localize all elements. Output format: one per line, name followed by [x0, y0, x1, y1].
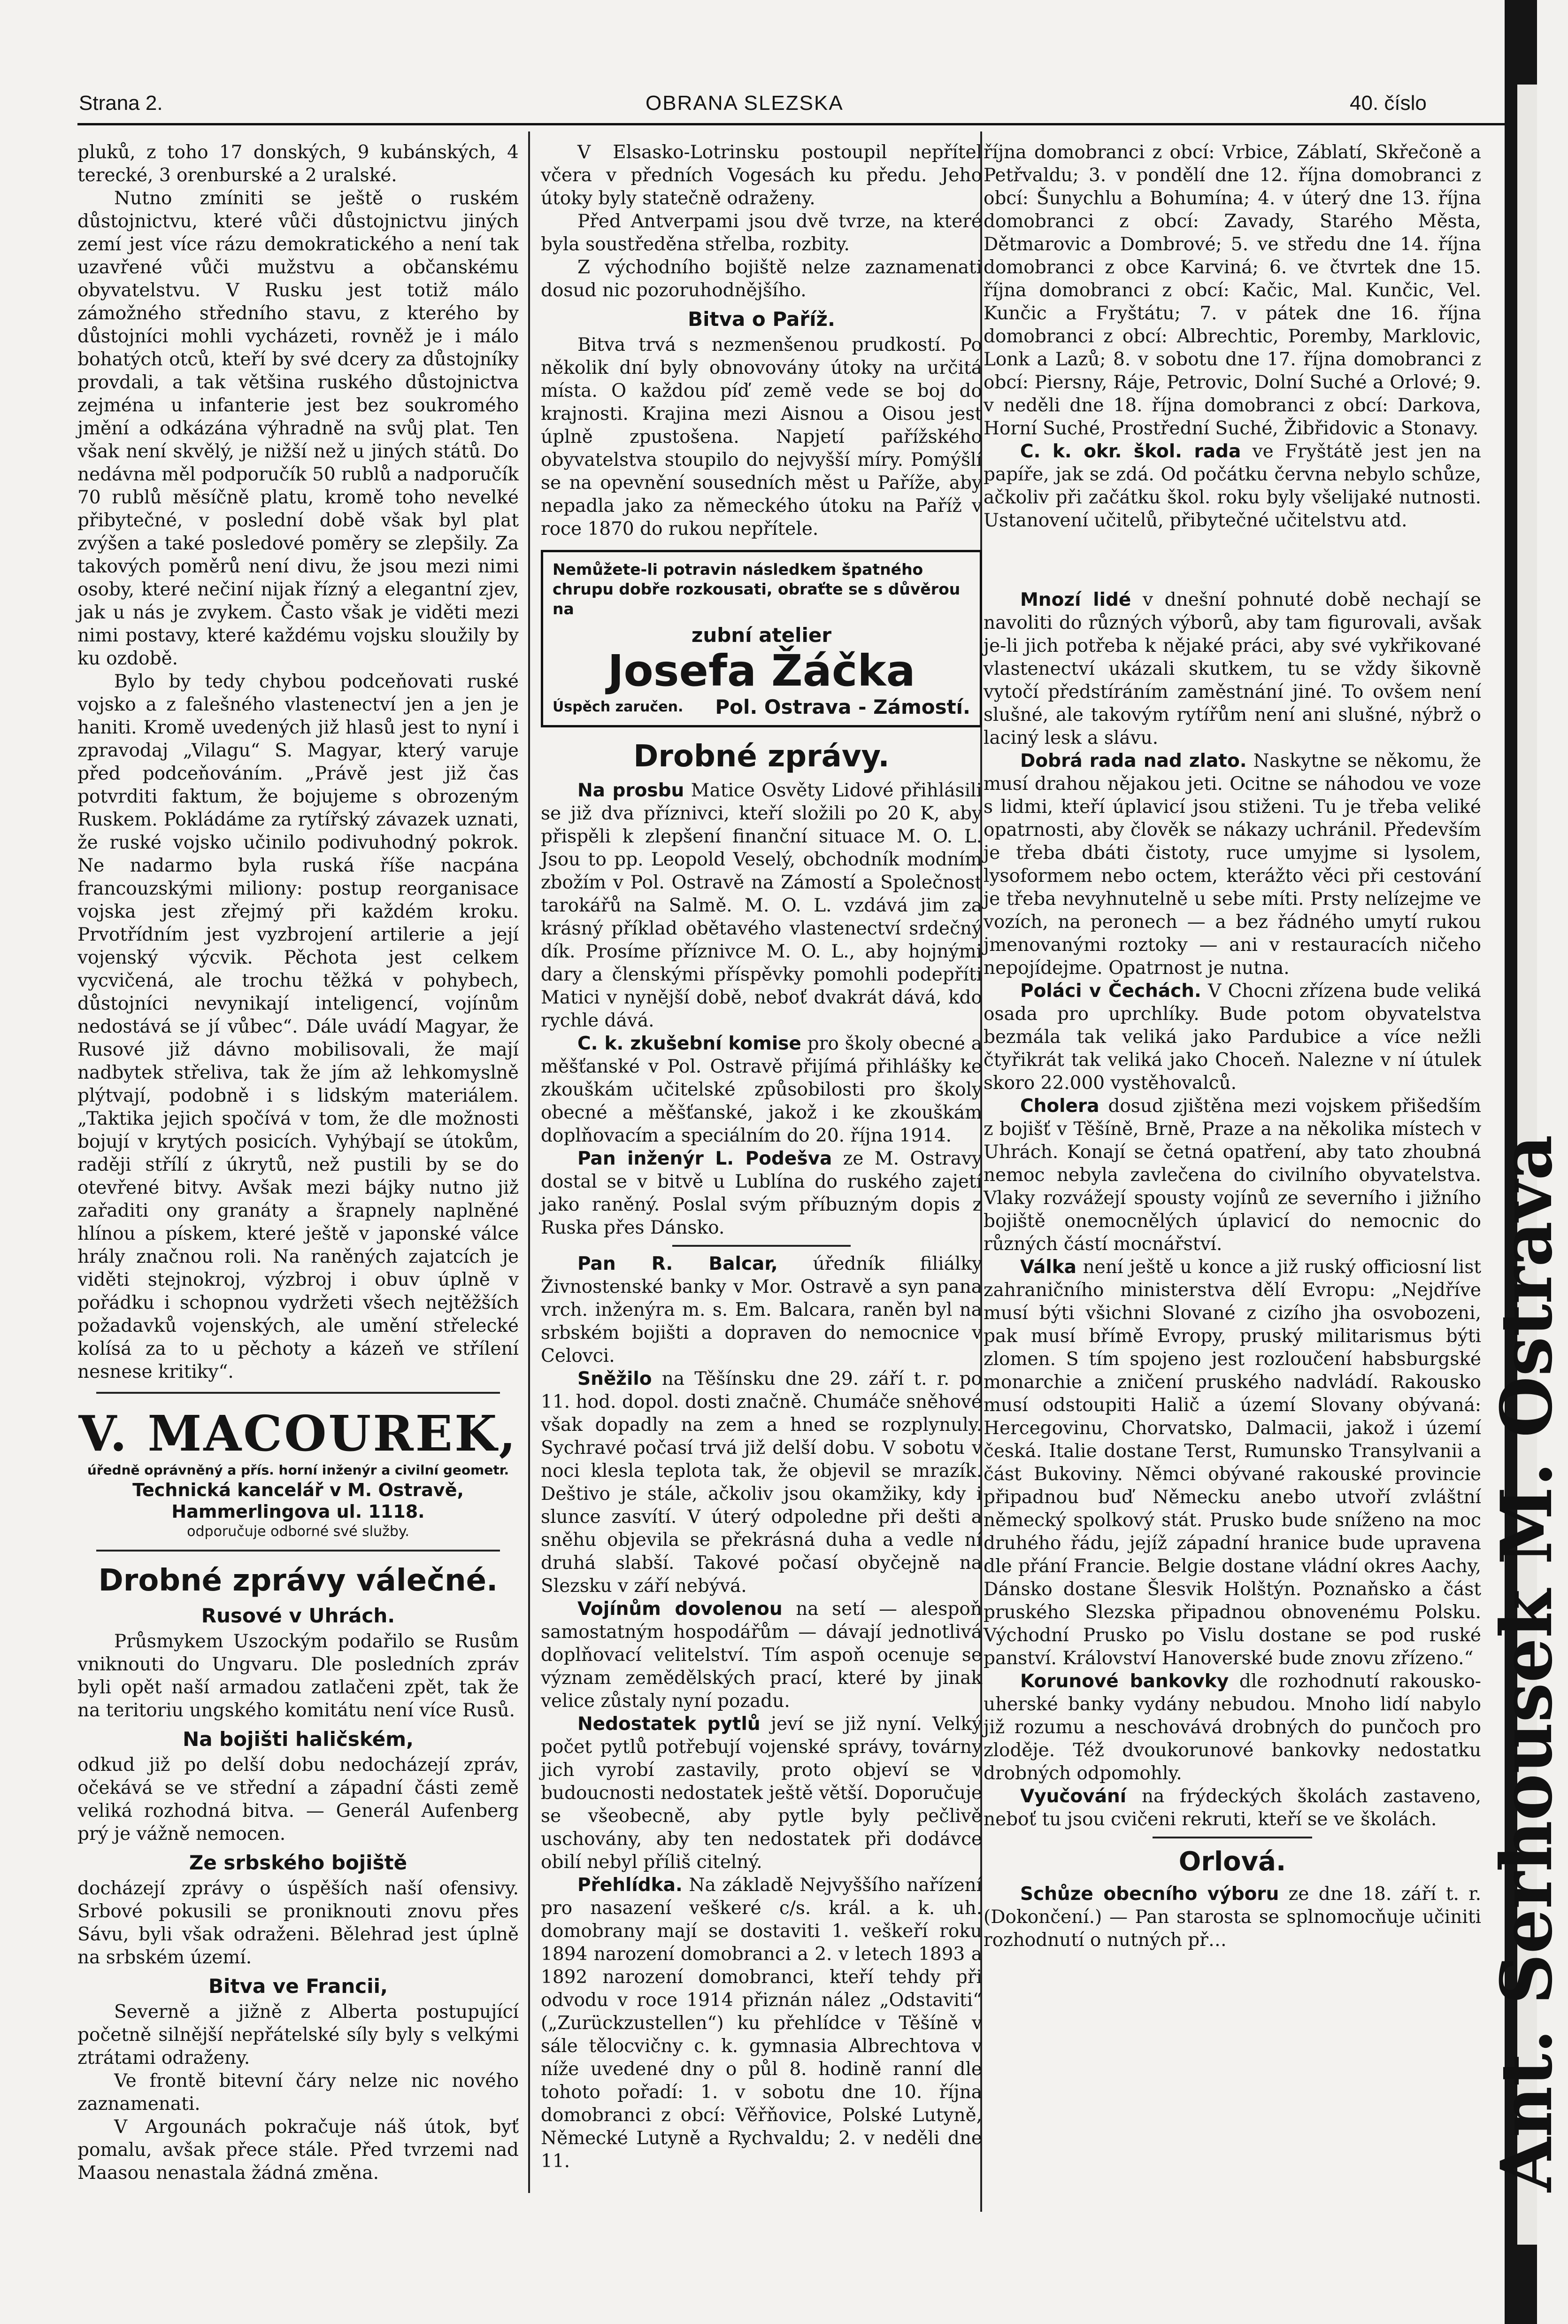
advert-name: V. MACOUREK, [78, 1405, 518, 1462]
issue-number: 40. číslo [1350, 92, 1427, 115]
newspaper-title: OBRANA SLEZSKA [646, 92, 844, 115]
news-text: ze dne 18. září t. r. (Dokončení.) — Pan starosta se splnomocňuje učiniti rozhodnutí o nutných př… [984, 1884, 1481, 1951]
article-text: pluků, z toho 17 donských, 9 kubánských, 4 terecké, 3 orenburské a 2 uralské. [77, 142, 519, 186]
news-lead: Vyučování [1020, 1786, 1127, 1807]
article-text: Z východního bojiště nelze zaznamenati dosud nic pozoruhodnějšího. [541, 257, 982, 301]
news-lead: Mnozí lidé [1020, 589, 1131, 610]
news-item [541, 1713, 982, 1874]
news-item [541, 1874, 982, 2173]
news-text: dle rozhodnutí rakousko-uherské banky vydány nebudou. Mnoho lidí nabylo již rozumu a neschovává drobných do punčoch pro zloděje. Též dvoukorunové bankovky nedostatku drobných odpomohly. [984, 1671, 1481, 1784]
news-item [541, 1367, 982, 1598]
advert-zacka [541, 550, 982, 727]
news-text: na setí — alespoň samostatným hospodářům — dávají jednotlivá doplňovací velitelství. Tím aspoň ocenuje se význam zemědělských prací, které by jinak velice zůstaly nyní pozadu. [541, 1598, 982, 1712]
news-heading: Ze srbského bojiště [189, 1851, 407, 1874]
news-lead: C. k. okr. škol. rada [1020, 441, 1241, 462]
advert-name: Josefa Žáčka [607, 646, 915, 696]
news-item [984, 1785, 1481, 1831]
news-lead: Schůze obecního výboru [1020, 1884, 1279, 1905]
news-text: Severně a jižně z Alberta postupující početně silnější nepřátelské síly byly s velkými ztrátami odraženy. [77, 2001, 519, 2069]
news-text: odkud již po delší dobu nedocházejí zpráv, očekává se ve střední a západní části země veliká rozhodná bitva. — Generál Aufenberg prý je vážně nemocen. [77, 1754, 519, 1845]
news-text: Matice Osvěty Lidové přihlásili se již dva příznivci, kteří složili po 20 K, aby přispěli k zlepšení finanční situace M. O. L. Jsou to pp. Leopold Veselý, obchodník modním zbožím v Pol. Ostravě na Zámostí a Společnost tarokářů na Salmě. M. O. L. vzdává jim za krásný příklad obětavého vlastenectví srdečný dík. Prosíme příznivce M. O. L., aby hojnými dary a členskými příspěvky pomohli podepříti Matici v nynější době, neboť dvakrát dává, kdo rychle dává. [541, 780, 982, 1031]
news-text: Průsmykem Uszockým podařilo se Rusům vniknouti do Ungvaru. Dle posledních zpráv byli opět naší armadou zatlačeni zpět, tak že na teritoriu ungského komitátu není více Rusů. [77, 1631, 519, 1721]
news-text: Ve frontě bitevní čáry nelze nic nového zaznamenati. [77, 2070, 519, 2115]
news-lead: Přehlídka. [577, 1875, 683, 1896]
news-text: V Argounách pokračuje náš útok, byť pomalu, avšak přece stále. Před tvrzemi nad Maasou nenastala žádná změna. [77, 2116, 519, 2184]
news-text: není ještě u konce a již ruský officiosní list zahraničního ministerstva dělí Evropu: „Nejdříve musí býti všichni Slované z cizího jha osvobozeni, pak musí břímě Evropy, pruský militarismus býti zlomen. S tím spojeno jest rozloučení habsburgské monarchie a zničení pruského nadvládí. Rakousko musí odstoupiti Halič a území Slovany obývaná: Hercegovinu, Chorvatsko, Dalmacii, jakož i území česká. Italie dostane Terst, Rumunsko Transylvanii a část Bukoviny. Němci obývané rakouské provincie připadnou buď Německu anebo utvoří zvláštní německý spolkový stát. Prusko bude sníženo na moc druhého řádu, jejíž západní hranice bude upravena dle přání Francie. Belgie dostane vládní okres Aachy, Dánsko dostane Šlesvik Holštýn. Poznaňsko a část pruského Slezska připadnou obnovenému Polsku. Východní Prusko po Vislu dostane se pod ruské panství. Království Hanoverské bude znovu zřízeno.“ [984, 1257, 1482, 1669]
news-lead: Poláci v Čechách. [1020, 981, 1201, 1002]
article-text: Před Antverpami jsou dvě tvrze, na které byla soustředěna střelba, rozbity. [541, 211, 982, 255]
separator-rule [672, 1245, 851, 1247]
news-text: Na základě Nejvyššího nařízení pro nasazení veškeré c/s. král. a k. uh. domobrany mají se dostaviti 1. veškeří roku 1894 narození domobranci a 2. v letech 1893 a 1892 narození domobranci, kteří tehdy při odvodu v roce 1914 přiznán nález „Odstaviti“ („Zurückzustellen“) ku přehlídce v Těšíně v sále tělocvičny c. k. gymnasia Albrechtova v níže uvedené dny o půl 8. hodině ranní dle tohoto pořadí: 1. v sobotu dne 10. října domobranci z obcí: Věřňovice, Polské Lutyně, Německé Lutyně a Rychvaldu; 2. v neděli dne 11. [541, 1875, 982, 2172]
news-text: v dnešní pohnuté době nechají se navoliti do různých výborů, aby tam figurovali, avšak je-li jich potřeba k nějaké práci, aby své vykřikované vlastenectví ukázali skutkem, tu se vždy šikovně vytočí předstíráním zaměstnání jiné. To ovšem není slušné, ale takovým rytířům není ani slušné, nýbrž o laciný lesk a slávu. [984, 589, 1481, 749]
news-text: jeví se již nyní. Velký počet pytlů potřebují vojenské správy, továrny jich vyrobí zastavily, proto objeví se v budoucnosti nedostatek ještě větší. Doporučuje se všeobecně, aby pytle byly pečlivě uschovány, aby ten nedostatek při dodávce obilí nebyl příliš citelný. [541, 1714, 982, 1873]
news-lead: Pan inženýr L. Podešva [577, 1148, 832, 1169]
news-text: ze M. Ostravy dostal se v bitvě u Lublína do ruského zajetí jako raněný. Poslal svým příbuzným dopis z Ruska přes Dánsko. [541, 1148, 983, 1238]
news-item [541, 1147, 982, 1239]
header-rule [77, 123, 1505, 125]
article-text: Bylo by tedy chybou podceňovati ruské vojsko a z falešného vlastenectví jen a jen je haniti. Kromě uvedených již hlasů jest to nyní i zpravodaj „Vilagu“ S. Magyar, který varuje před podceňováním. „Právě jest již čas potvrditi faktum, že bojujeme s obrozeným Ruskem. Pokládáme za rytířský závazek uznati, že ruské vojsko učinilo podivuhodný pokrok. Ne nadarmo byla ruská říše nacpána francouzskými miliony: postup reorganisace vojska jest zřejmý při každém kroku. Prvotřídním jest vyzbrojení artilerie a její vojenský výcvik. Pěchota jest celkem vycvičená, ale trochu těžká v pohybech, důstojníci nevynikají inteligencí, vojínům nedostává se jí vůbec“. Dále uvádí Magyar, že Rusové již dávno mobilisovali, že mají nadbytek střeliva, tak že jím až lehkomyslně plýtvají, podobně i s lidským materiálem. „Taktika jejich spočívá v tom, že dle možnosti bojují v krytých posicích. Vyhýbají se útokům, raději střílí z úkrytů, než pustili by se do otevřené bitvy. Avšak mezi bájky nutno již zařaditi ony granáty a šrapnely naplněné hlínou a pískem, které ještě v japonské válce hrály značnou roli. Na raněných zajatcích je viděti stejnokroj, výzbroj i obuv úplně v pořádku i schopnou vydržeti všech nejtěžších požadavků vojenských, ale umění střelecké kolísá za to u pěchoty a kázeň ve střílení nesnese kritiky“. [77, 671, 519, 1382]
news-text: Naskytne se někomu, že musí drahou nějakou jeti. Ocitne se náhodou ve voze s lidmi, kteří úplavicí jsou stiženi. Tu je třeba veliké opatrnosti, aby člověk se nákazy uchránil. Především je třeba dbáti čistoty, ruce umyjme si lysolem, lysoformem nebo octem, kterážto věci při cestování je třeba nevyhnutelně u sebe míti. Prsty nelízejme ve vozích, na peronech — a bez řádného umytí rukou jmenovanými roztoky — ani v restauracích ničeho nepojídejme. Opatrnost je nutna. [984, 750, 1481, 979]
advert-line: odporučuje odborné své služby. [187, 1523, 409, 1540]
edge-text: Ant. Serhousek M. Ostrava [1485, 1135, 1568, 2192]
advert-subtitle: zubní atelier [691, 624, 832, 647]
news-item [541, 1032, 982, 1147]
section-title: Drobné zprávy válečné. [98, 1563, 498, 1598]
news-heading: Na bojišti haličském, [183, 1728, 414, 1751]
news-text: úředník filiálky Živnostenské banky v Mor. Ostravě a syn pana vrch. inženýra m. s. Em. Balcara, raněn byl na srbském bojišti a dopraven do nemocnice v Celovci. [541, 1253, 982, 1367]
news-lead: Sněžilo [577, 1368, 652, 1390]
news-text: docházejí zprávy o úspěších naší ofensivy. Srbové pokusili se proniknouti znovu přes Sávu, byli však odraženi. Bělehrad jest úplně na srbském území. [77, 1878, 519, 1968]
news-text: dosud zjištěna mezi vojskem přišedším z bojišť v Těšíně, Brně, Praze a na několika místech v Uhrách. Konají se četná opatření, aby tato zhoubná nemoc nebyla zavlečena do civilního obyvatelstva. Vlaky rozvážejí spousty vojínů ze severního i jižního bojiště onemocnělých úplavicí do nemocnic do různých částí mocnářství. [984, 1096, 1481, 1255]
news-text: V Chocni zřízena bude veliká osada pro uprchlíky. Bude potom obyvatelstva bezmála tak veliká jako Pardubice a více nežli čtyřikrát tak veliká jako Choceň. Nalezne v ní útulek skoro 22.000 vystěhovalců. [984, 981, 1481, 1094]
advert-intro: Nemůžete-li potravin následkem špatného chrupu dobře rozkousati, obraťte se s důvěrou na [553, 560, 961, 618]
article-text: října domobranci z obcí: Vrbice, Záblatí, Skřečoně a Petřvaldu; 3. v pondělí dne 12. října domobranci z obcí: Šunychlu a Bohumína; 4. v úterý dne 13. října domobranci z obcí: Zavady, Starého Města, Dětmarovic a Dombrové; 5. ve středu dne 14. října domobranci z obce Karviná; 6. ve čtvrtek dne 15. října domobranci z obcí: Kačic, Mal. Kunčic, Vel. Kunčic a Fryštátu; 7. v pátek dne 16. října domobranci z obcí: Albrechtic, Poremby, Marklovic, Lonk a Lazů; 8. v sobotu dne 17. října domobranci z obcí: Piersny, Ráje, Petrovic, Dolní Suché a Orlové; 9. v neděli dne 18. října domobranci z obcí: Darkova, Horní Suché, Prostřední Suché, Žibřidovic a Stonavy. [984, 142, 1481, 439]
column-2 [541, 141, 982, 2235]
news-item [984, 980, 1481, 1095]
news-text: na frýdeckých školách zastaveno, neboť tu jsou cvičeni rekruti, kteří se ve školách. [984, 1786, 1481, 1830]
news-item [541, 779, 982, 1032]
news-item [984, 1670, 1481, 1785]
advert-line: úředně oprávněný a přís. horní inženýr a civilní geometr. [87, 1462, 509, 1478]
news-lead: Vojínům dovolenou [577, 1598, 783, 1620]
column-divider [528, 131, 530, 2193]
news-lead: Na prosbu [577, 780, 684, 801]
news-heading: Rusové v Uhrách. [201, 1604, 395, 1627]
news-lead: Pan R. Balcar, [577, 1253, 778, 1274]
news-item [984, 588, 1481, 749]
news-item [984, 1095, 1481, 1256]
news-item [984, 1883, 1481, 1952]
page-number: Strana 2. [79, 92, 163, 115]
news-item [984, 440, 1481, 532]
news-lead: Cholera [1020, 1096, 1099, 1117]
section-title: Orlová. [1178, 1846, 1286, 1877]
news-lead: Korunové bankovky [1020, 1671, 1229, 1692]
advert-place: Pol. Ostrava - Zámostí. [715, 695, 970, 718]
news-heading: Bitva o Paříž. [688, 308, 835, 331]
news-item [541, 1252, 982, 1367]
separator-rule [96, 1550, 500, 1552]
spacer [984, 532, 1481, 588]
advert-guarantee: Úspěch zaručen. [553, 699, 684, 715]
news-text: na Těšínsku dne 29. září t. r. po 11. hod. dopol. dosti značně. Chumáče sněhové však dopadly na zem a hned se rozplynuly. Sychravé počasí trvá již delší dobu. V sobotu v noci klesla teplota tak, že objevil se mrazík. Deštivo je stále, ačkoliv jsou okamžiky, kdy i slunce zasvítí. V úterý odpoledne při dešti a sněhu objevila se překrásná duha a vedle ní druhá slabší. Takové počasí obyčejně na Slezsku v září nebývá. [541, 1368, 983, 1597]
separator-rule [96, 1392, 500, 1394]
news-item [984, 749, 1481, 980]
news-item [984, 1256, 1481, 1670]
advert-line: Technická kancelář v M. Ostravě, Hammerlingova ul. 1118. [132, 1480, 464, 1522]
news-lead: C. k. zkušební komise [577, 1033, 801, 1054]
news-lead: Nedostatek pytlů [577, 1714, 761, 1735]
separator-rule [1153, 1837, 1312, 1838]
section-title: Drobné zprávy. [633, 739, 890, 774]
article-text: V Elsasko-Lotrinsku postoupil nepřítel včera v předních Vogesách ku předu. Jeho útoky byly statečně odraženy. [541, 142, 982, 209]
adjacent-page-sliver [1485, 85, 1568, 2245]
column-1 [77, 141, 519, 2226]
news-text: ve Fryštátě jest jen na papíře, jak se zdá. Od počátku června nebylo schůze, ačkoliv při začátku škol. roku byly všelijaké nutnosti. Ustanovení učitelů, přibytečné učitelstvu atd. [984, 441, 1481, 531]
news-text: Bitva trvá s nezmenšenou prudkostí. Po několik dní byly obnovovány útoky na určitá místa. O každou píď země vede se boj do krajnosti. Krajina mezi Aisnou a Oisou jest úplně zpustošena. Napjetí pařížského obyvatelstva stoupilo do nejvyšší míry. Pomýšlí se na opevnění sousedních měst u Paříže, aby nepadla jako za německého útoku na Paříž v roce 1870 do rukou nepřítele. [541, 334, 982, 540]
column-3 [984, 141, 1481, 2263]
news-item [541, 1598, 982, 1713]
news-text: pro školy obecné a měšťanské v Pol. Ostravě přijímá přihlášky ke zkouškám učitelské způsobilosti pro školy obecné a měšťanské, jakož i ke zkouškám doplňovacím a speciálním do 20. října 1914. [541, 1033, 983, 1146]
article-text: Nutno zmíniti se ještě o ruském důstojnictvu, které vůči důstojnictvu jiných zemí jest více rázu demokratického a není tak uzavřené vůči mužstvu a občanskému obyvatelstvu. V Rusku jest totiž málo zámožného středního stavu, z kterého by důstojníci mohli vycházeti, rovněž je i málo bohatých otců, kteří by své dcery za důstojníky provdali, a tak většina ruského důstojnictva zejména u infanterie jest bez soukromého jmění a odkázána výhradně na svůj plat. Ten však není skvělý, je nižší než u jiných států. Do nedávna měl podporučík 50 rublů a nadporučík 70 rublů měsíčně platu, kromě toho nevelké přibytečné, v poslední době však byl plat zvýšen a také posledové poměry se zlepšily. Za takových poměrů není divu, že jsou mezi nimi osoby, které nečiní nijak řízný a elegantní zjev, jak u nás je zvykem. Často však je viděti mezi nimi postavy, které každému vojsku sloužily by ku ozdobě. [77, 188, 519, 669]
news-heading: Bitva ve Francii, [208, 1975, 388, 1998]
news-lead: Válka [1020, 1257, 1076, 1278]
advert-macourek [77, 1406, 519, 1541]
news-lead: Dobrá rada nad zlato. [1020, 750, 1247, 772]
